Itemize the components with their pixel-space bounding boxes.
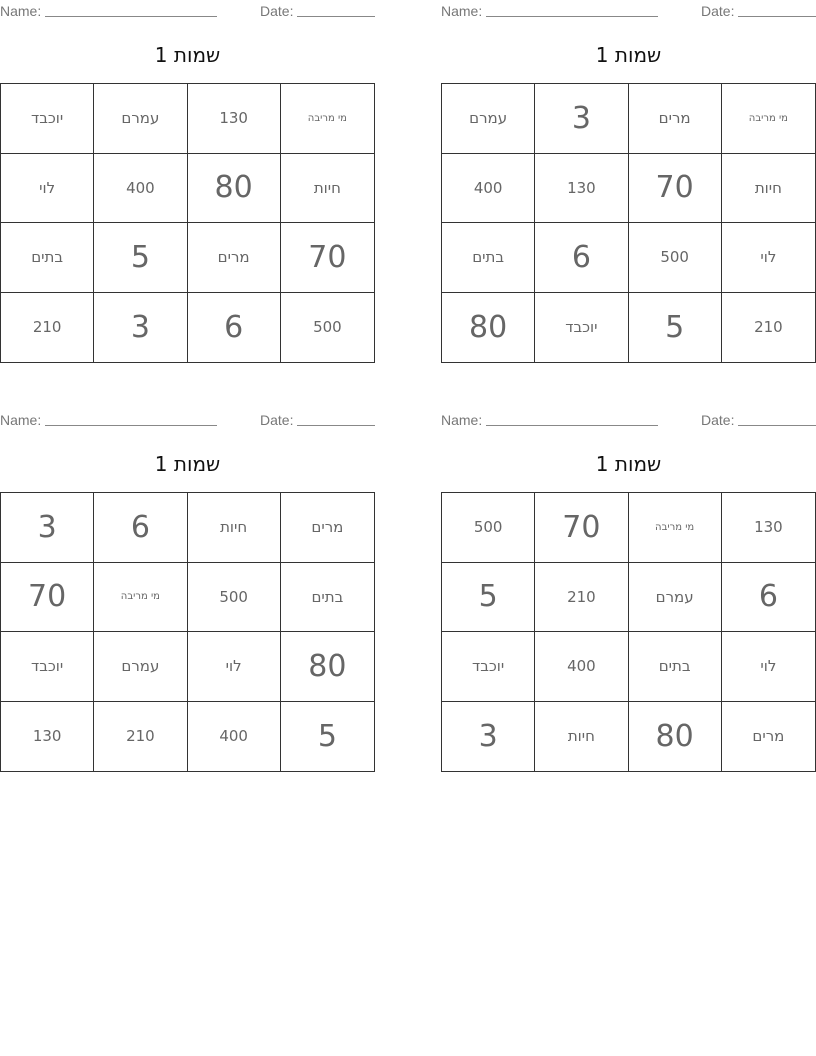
grid-cell: 70 bbox=[629, 154, 722, 224]
grid-cell: 3 bbox=[94, 293, 187, 363]
grid-cell: בתים bbox=[1, 223, 94, 293]
grid-cell: 3 bbox=[1, 493, 94, 563]
grid-cell: 6 bbox=[94, 493, 187, 563]
grid-cell: מי מריבה bbox=[722, 84, 815, 154]
name-field bbox=[486, 16, 658, 17]
bingo-grid bbox=[0, 83, 375, 363]
grid-cell: 3 bbox=[442, 702, 535, 772]
grid-cell: מי מריבה bbox=[281, 84, 374, 154]
card-title: שמות 1 bbox=[595, 452, 662, 476]
grid-cell: לוי bbox=[188, 632, 281, 702]
grid-cell: בתים bbox=[442, 223, 535, 293]
grid-cell: 5 bbox=[629, 293, 722, 363]
grid-cell: חיות bbox=[188, 493, 281, 563]
name-label: Name: bbox=[441, 3, 483, 19]
grid-cell: 400 bbox=[94, 154, 187, 224]
grid-cell: 400 bbox=[188, 702, 281, 772]
grid-cell: לוי bbox=[1, 154, 94, 224]
grid-cell: 500 bbox=[188, 563, 281, 633]
grid-cell: 400 bbox=[535, 632, 628, 702]
date-label: Date: bbox=[701, 3, 735, 19]
grid-cell: מרים bbox=[281, 493, 374, 563]
grid-cell: לוי bbox=[722, 223, 815, 293]
grid-cell: יוכבד bbox=[442, 632, 535, 702]
name-field bbox=[486, 425, 658, 426]
name-label: Name: bbox=[0, 412, 42, 428]
grid-cell: 500 bbox=[313, 318, 342, 337]
grid-cell: מרים bbox=[188, 223, 281, 293]
grid-cell: בתים bbox=[281, 563, 374, 633]
grid-cell: יוכבד bbox=[535, 293, 628, 363]
grid-cell: 500 bbox=[629, 223, 722, 293]
card-title: שמות 1 bbox=[595, 43, 662, 67]
grid-cell: מי מריבה bbox=[629, 493, 722, 563]
grid-cell: מי מריבה bbox=[94, 563, 187, 633]
grid-cell: מרים bbox=[752, 727, 785, 746]
grid-cell: 210 bbox=[535, 563, 628, 633]
grid-cell: חיות bbox=[722, 154, 815, 224]
grid-cell: עמרם bbox=[442, 84, 535, 154]
grid-cell: לוי bbox=[722, 632, 815, 702]
bingo-grid bbox=[0, 492, 375, 772]
card-header bbox=[0, 0, 375, 20]
grid-cell: מרים bbox=[629, 84, 722, 154]
grid-cell: 80 bbox=[629, 702, 722, 772]
date-field bbox=[738, 425, 816, 426]
grid-cell: עמרם bbox=[94, 632, 187, 702]
grid-cell: 5 bbox=[317, 718, 337, 754]
grid-cell: 130 bbox=[722, 493, 815, 563]
bingo-grid bbox=[441, 492, 816, 772]
grid-cell: עמרם bbox=[94, 84, 187, 154]
grid-cell: 6 bbox=[188, 293, 281, 363]
grid-cell: 80 bbox=[281, 632, 374, 702]
grid-cell: 70 bbox=[281, 223, 374, 293]
grid-cell: 80 bbox=[442, 293, 535, 363]
grid-cell: 210 bbox=[1, 293, 94, 363]
grid-cell: 6 bbox=[535, 223, 628, 293]
grid-cell: 210 bbox=[754, 318, 783, 337]
card-title: שמות 1 bbox=[154, 452, 221, 476]
card-title: שמות 1 bbox=[154, 43, 221, 67]
grid-cell: יוכבד bbox=[1, 632, 94, 702]
date-field bbox=[297, 425, 375, 426]
grid-cell: 80 bbox=[188, 154, 281, 224]
name-field bbox=[45, 16, 217, 17]
grid-cell: 6 bbox=[722, 563, 815, 633]
grid-cell: יוכבד bbox=[1, 84, 94, 154]
grid-cell: 500 bbox=[442, 493, 535, 563]
grid-cell: עמרם bbox=[629, 563, 722, 633]
bingo-grid bbox=[441, 83, 816, 363]
bingo-card bbox=[0, 409, 375, 789]
grid-cell: 5 bbox=[442, 563, 535, 633]
date-field bbox=[297, 16, 375, 17]
grid-cell: בתים bbox=[629, 632, 722, 702]
date-field bbox=[738, 16, 816, 17]
grid-cell: 400 bbox=[442, 154, 535, 224]
card-header bbox=[441, 409, 816, 429]
name-label: Name: bbox=[0, 3, 42, 19]
grid-cell: 3 bbox=[535, 84, 628, 154]
grid-cell: 130 bbox=[188, 84, 281, 154]
grid-cell: 70 bbox=[1, 563, 94, 633]
bingo-card bbox=[441, 0, 816, 380]
date-label: Date: bbox=[701, 412, 735, 428]
grid-cell: 130 bbox=[1, 702, 94, 772]
card-header bbox=[0, 409, 375, 429]
name-field bbox=[45, 425, 217, 426]
card-header bbox=[441, 0, 816, 20]
grid-cell: 5 bbox=[94, 223, 187, 293]
bingo-card bbox=[441, 409, 816, 789]
bingo-card bbox=[0, 0, 375, 380]
grid-cell: חיות bbox=[281, 154, 374, 224]
grid-cell: חיות bbox=[535, 702, 628, 772]
date-label: Date: bbox=[260, 3, 294, 19]
grid-cell: 130 bbox=[535, 154, 628, 224]
grid-cell: 70 bbox=[535, 493, 628, 563]
grid-cell: 210 bbox=[94, 702, 187, 772]
date-label: Date: bbox=[260, 412, 294, 428]
name-label: Name: bbox=[441, 412, 483, 428]
